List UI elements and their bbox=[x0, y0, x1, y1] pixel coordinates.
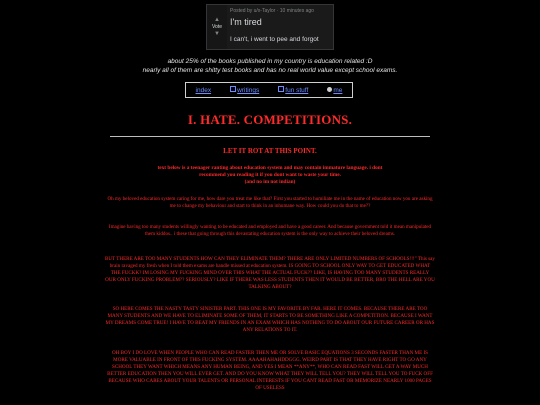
nav-link-me[interactable]: me bbox=[327, 87, 342, 94]
nav-bar bbox=[185, 82, 353, 98]
warning-line-3: (and no im not indian) bbox=[244, 179, 296, 185]
upvote-arrow-icon[interactable]: ▲ bbox=[214, 17, 220, 23]
paragraph-4: SO HERE COMES THE NASTY TASTY SINISTER PART. THIS ONE IS MY FAVORITE BY FAR. HERE IT COMES. BECAUSE THERE ARE TOO MANY STUDENTS AND WE HAVE TO ELIMINATE SOME OF THEM, IT STARTS TO BE SOMETHING LIKE A COMPETITION. BECAUSE I WANT MY DREAMS COME TRUE! I HAVE TO BEAT MY FRIENDS IN AN EXAM WHICH HAS NOTHING TO DO ABOUT OUR FUTURE CAREER OR HAS ANY RELATIONS TO IT. bbox=[105, 306, 435, 333]
downvote-arrow-icon[interactable]: ▼ bbox=[214, 31, 220, 37]
warning-line-2: recommend you reading it if you dont want to waste your time. bbox=[199, 172, 341, 178]
section-subtitle: LET IT ROT AT THIS POINT. bbox=[223, 147, 317, 155]
post-body: I can't, i went to pee and forgot bbox=[230, 36, 319, 43]
paragraph-3: BUT THERE ARE TOO MANY STUDENTS HOW CAN THEY ELIMINATE THEM? THERE ARE ONLY LIMITED NUMBERS OF SCHOOLS!!!" This say brain ravaged my fresh when I told them exams are handle missed at education system. IS GOING TO SCHOOL ONLY WAY TO GET EDUCATED WHAT THE FUCKK? IM LOSING MY FUCKING MIND OVER THIS WHAT THE ACTUAL FUCK?? LIKE, IS HAVING TOO MANY STUDENTS REALLY OUR ONLY FUCKING PROBLEM?? SERIOUSLY? LIKE IF THERE WAS LESS STUDENTS THEN IT WOULD BE BETTER, BRO THE HELL ARE YOU TALKING ABOUT? bbox=[105, 256, 435, 290]
checkbox-icon bbox=[278, 86, 284, 92]
nav-link-index[interactable]: index bbox=[195, 86, 212, 94]
radio-dot-icon bbox=[327, 87, 332, 92]
intro-text bbox=[0, 57, 540, 75]
content-warning bbox=[115, 165, 425, 186]
warning-line-1: text below is a teenager ranting about education system and may contain immature language. i dont bbox=[157, 165, 383, 171]
paragraph-1: Oh my beloved education system caring for me, how dare you treat me like that? First you started to humiliate me in the name of education now you are asking me to change my behaviour and start to think in an inhumane way. How could you do that to me?? bbox=[107, 196, 433, 209]
intro-line-1: about 25% of the books published in my country is education related :D bbox=[167, 58, 373, 65]
paragraph-2: Imagine having too many students willingly wanting to be educated and employed and have a good career. And because government told it mean manipulated them kiddos.. i these that going through this devastating education system is the only way to achieve their beloved dreams. bbox=[108, 224, 432, 237]
checkbox-icon bbox=[230, 86, 236, 92]
post-title[interactable]: I'm tired bbox=[230, 17, 262, 27]
intro-line-2: nearly all of them are shitty test books and has no real world value except school exams. bbox=[142, 67, 398, 74]
post-meta: Posted by u/x-Taylor · 10 minutes ago bbox=[230, 8, 314, 14]
embedded-post-card[interactable] bbox=[206, 4, 334, 50]
nav-link-writings[interactable]: writings bbox=[230, 86, 259, 94]
divider bbox=[110, 136, 430, 137]
vote-column bbox=[207, 5, 227, 49]
vote-label: Vote bbox=[211, 24, 222, 30]
page-title: I. HATE. COMPETITIONS. bbox=[187, 112, 353, 127]
nav-link-fun-stuff[interactable]: fun stuff bbox=[278, 86, 308, 94]
paragraph-5: OH BOY I DO LOVE WHEN PEOPLE WHO CAN READ FASTER THEN ME OR SOLVE BASIC EQUATIONS 3 SECONDS FASTER THAN ME IS MORE VALUABLE IN FRONT OF THIS FUCKING SYSTEM. AAAAHAHAHDDGGG. WEIRD PART IS THAT THEY HAVE RIGHT TO GO ANY SCHOOL THEY WANT WHICH MEANS ANY HUMAN BEING, AND YES I MEAN **ANY**, WHO CAN READ FAST WILL GET A WAY MUCH BETTER EDUCATION THEN YOU WILL EVER GET. AND DO YOU KNOW WHAT THEY WILL TELL YOU? THEY WILL TELL YOU TO FUCK OFF BECAUSE WHO CARES ABOUT YOUR TALENTS OR PERSONAL INTERESTS IF YOU CANT READ FAST OR MEMORIZE NEARLY 1000 PAGES OF USELESS bbox=[107, 350, 433, 391]
